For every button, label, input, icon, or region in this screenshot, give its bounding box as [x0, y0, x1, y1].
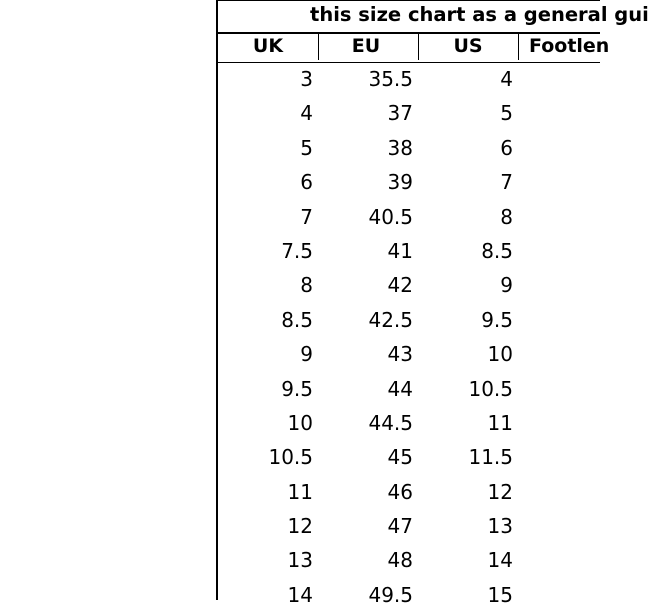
cell-eu: 38 [387, 135, 413, 160]
cell-us: 13 [487, 514, 513, 539]
table-row [0, 235, 600, 269]
table-top-rule [216, 0, 600, 1]
cell-eu: 41 [387, 238, 413, 263]
cell-eu: 35.5 [368, 67, 413, 91]
table-row [0, 338, 600, 372]
cell-uk: 10.5 [268, 445, 313, 470]
cell-us: 6 [500, 135, 513, 160]
cell-uk: 11 [287, 479, 313, 504]
cell-uk: 4 [300, 101, 313, 126]
cell-eu: 42 [387, 273, 413, 298]
cell-us: 10.5 [468, 376, 513, 401]
cell-eu: 44 [387, 376, 413, 401]
cell-us: 8.5 [481, 238, 513, 263]
column-header-eu: EU [351, 35, 381, 57]
cell-us: 12 [487, 479, 513, 504]
table-row [0, 304, 600, 338]
cell-uk: 7 [300, 204, 313, 229]
cell-us: 11 [487, 410, 513, 435]
size-chart-note: this size chart as a general gui [310, 3, 649, 26]
cell-eu: 46 [387, 479, 413, 504]
cell-eu: 40.5 [368, 204, 413, 229]
table-row [0, 63, 600, 97]
cell-eu: 49.5 [368, 582, 413, 607]
cell-us: 15 [487, 582, 513, 607]
cell-us: 5 [500, 101, 513, 126]
cell-uk: 13 [287, 548, 313, 573]
cell-eu: 39 [387, 170, 413, 195]
table-row [0, 97, 600, 131]
cell-uk: 12 [287, 514, 313, 539]
cell-eu: 42.5 [368, 307, 413, 332]
table-row [0, 544, 600, 578]
table-row [0, 441, 600, 475]
column-header-footlength: Footlen [529, 35, 610, 57]
header-top-rule [216, 32, 600, 34]
table-row [0, 201, 600, 235]
cell-uk: 6 [300, 170, 313, 195]
cell-uk: 3 [300, 67, 313, 91]
table-row [0, 269, 600, 303]
cell-uk: 7.5 [281, 238, 313, 263]
table-row [0, 166, 600, 200]
cell-uk: 10 [287, 410, 313, 435]
column-divider [418, 34, 419, 60]
column-divider [518, 34, 519, 60]
table-row [0, 407, 600, 441]
cell-eu: 45 [387, 445, 413, 470]
table-row [0, 510, 600, 544]
table-row [0, 373, 600, 407]
table-row [0, 476, 600, 510]
column-header-uk: UK [252, 35, 284, 57]
table-row [0, 132, 600, 166]
cell-uk: 14 [287, 582, 313, 607]
cell-us: 10 [487, 342, 513, 367]
cell-us: 7 [500, 170, 513, 195]
table-row [0, 579, 600, 613]
cell-us: 14 [487, 548, 513, 573]
cell-us: 9 [500, 273, 513, 298]
cell-eu: 37 [387, 101, 413, 126]
column-header-us: US [453, 35, 483, 57]
cell-eu: 47 [387, 514, 413, 539]
cell-eu: 44.5 [368, 410, 413, 435]
cell-uk: 5 [300, 135, 313, 160]
column-divider [318, 34, 319, 60]
cell-eu: 43 [387, 342, 413, 367]
size-table-body [0, 63, 600, 613]
cell-us: 4 [500, 67, 513, 91]
cell-us: 8 [500, 204, 513, 229]
cell-uk: 9 [300, 342, 313, 367]
cell-uk: 9.5 [281, 376, 313, 401]
cell-uk: 8 [300, 273, 313, 298]
cell-eu: 48 [387, 548, 413, 573]
cell-us: 11.5 [468, 445, 513, 470]
cell-us: 9.5 [481, 307, 513, 332]
cell-uk: 8.5 [281, 307, 313, 332]
